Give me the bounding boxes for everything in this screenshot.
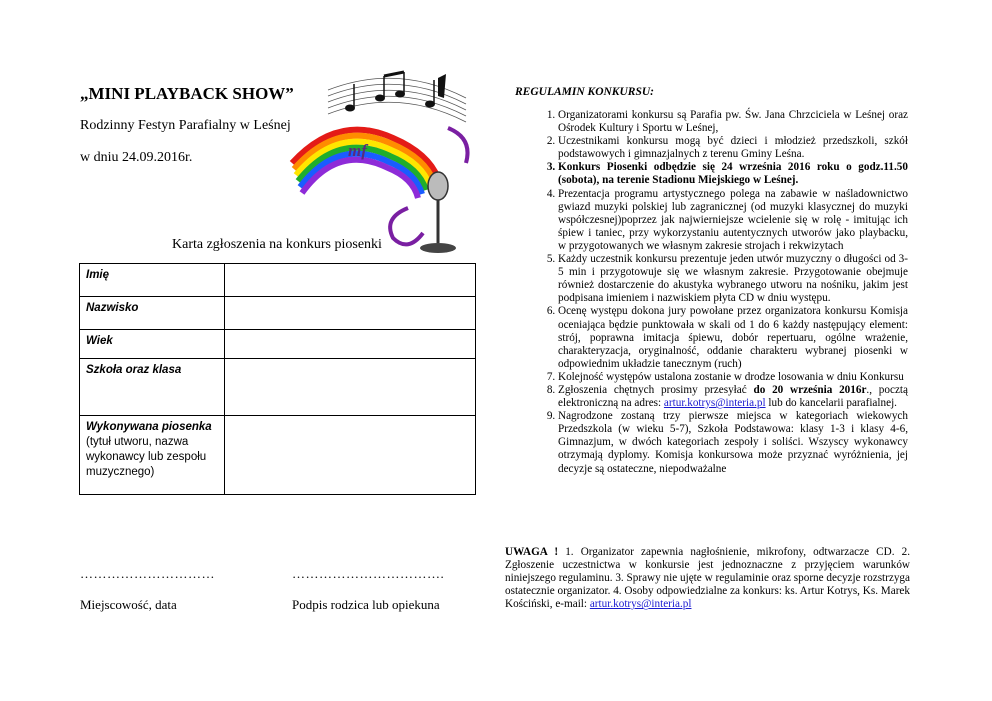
form-label-song: Wykonywana piosenka (tytuł utworu, nazwa wykonawcy lub zespołu muzycznego) (80, 416, 225, 495)
table-row (80, 330, 476, 359)
contact-email-link[interactable]: artur.kotrys@interia.pl (589, 598, 692, 611)
music-rainbow-illustration (288, 68, 478, 263)
list-item: 5. Każdy uczestnik konkursu prezentuje jeden utwór muzyczny o długości od 3-5 min i przygotowuje się we własnym zakresie. Przygotowanie obejmuje również dostarczenie do akustyka wybranego utworu na nośniku, jakim jest podpisana imieniem i nazwiskiem płyta CD w dniu występu. (558, 253, 908, 305)
table-row (80, 416, 476, 495)
form-label-age: Wiek (80, 330, 225, 359)
place-date-label: Miejscowość, data (80, 597, 177, 612)
table-row (80, 297, 476, 330)
list-item: 8. Zgłoszenia chętnych prosimy przesyłać do 20 września 2016r., pocztą elektroniczną na adres: artur.kotrys@interia.pl lub do kancelarii parafialnej. (558, 384, 908, 410)
page-title: „MINI PLAYBACK SHOW” (80, 84, 294, 103)
list-item: 3. Konkurs Piosenki odbędzie się 24 września 2016 roku o godz.11.50 (sobota), na terenie Stadionu Miejskiego w Leśnej. (558, 161, 908, 187)
list-item: 7. Kolejność występów ustalona zostanie w drodze losowania w dniu Konkursu (558, 371, 908, 384)
notice-paragraph: UWAGA ! 1. Organizator zapewnia nagłośnienie, mikrofony, odtwarzacze CD. 2. Zgłoszenie uczestnictwa w konkursie jest jednoznaczne z przyjęciem warunków niniejszego regulaminu. 3. Sprawy nie ujęte w regulaminie oraz sporne decyzje rozstrzyga ostatecznie organizator. 4. Osoby odpowiedzialne za konkurs: ks. Artur Kotrys, Ks. Marek Kościński, e-mail: artur.kotrys@interia.pl (505, 546, 910, 611)
event-date: w dniu 24.09.2016r. (80, 150, 193, 165)
regulations-list (513, 109, 908, 476)
table-row (80, 264, 476, 297)
notice-label: UWAGA ! (505, 546, 559, 558)
form-title: Karta zgłoszenia na konkurs piosenki (172, 237, 382, 252)
parent-signature-dots: ……………………………. (292, 566, 445, 581)
application-form-table (79, 263, 476, 495)
list-item: 4. Prezentacja programu artystycznego polega na zabawie w naśladownictwo gwiazd muzyki polskiej lub zagranicznej (od muzyki klasycznej do muzyki współczesnej)poprzez jak najwierniejsze wcielenie się w rolę - imitując ich śpiew i taniec, przy wykorzystaniu autentycznych utworów jako playbacku, w przygotowanych we własnym zakresie strojach i rekwizytach (558, 188, 908, 253)
list-item: 2. Uczestnikami konkursu mogą być dzieci i młodzież przedszkoli, szkół podstawowych i gimnazjalnych z terenu Gminy Leśna. (558, 135, 908, 161)
svg-text:mf: mf (348, 141, 367, 160)
school-class-field[interactable] (225, 359, 476, 416)
place-date-dots: ………………………… (80, 566, 215, 581)
regulations-heading: REGULAMIN KONKURSU: (515, 86, 654, 98)
event-subtitle: Rodzinny Festyn Parafialny w Leśnej (80, 118, 291, 133)
list-item: 9. Nagrodzone zostaną trzy pierwsze miejsca w kategoriach wiekowych Przedszkola (w wieku 5-7), Szkoła Podstawowa: klasy 1-3 i klasy 4-6, Gimnazjum, w dwóch kategoriach zespoły i soliści. Wszyscy wykonawcy otrzymają dyplomy. Komisja konkursowa może przyznać wyróżnienia, jej decyzje są ostateczne, niepodważalne (558, 410, 908, 475)
form-label-school-class: Szkoła oraz klasa (80, 359, 225, 416)
form-label-last-name: Nazwisko (80, 297, 225, 330)
table-row (80, 359, 476, 416)
form-label-first-name: Imię (80, 264, 225, 297)
list-item: 6. Ocenę występu dokona jury powołane przez organizatora konkursu Komisja oceniająca będzie punktowała w skali od 1 do 6 każdy następujący element: strój, poprawna imitacja śpiewu, dobór repertuaru, ogólne wrażenie, charakteryzacja, oryginalność, oddanie charakteru wybranej piosenki w odpowiednim układzie tanecznym (ruch) (558, 305, 908, 370)
age-field[interactable] (225, 330, 476, 359)
form-label-song-note: (tytuł utworu, nazwa wykonawcy lub zespołu muzycznego) (86, 436, 207, 478)
email-link[interactable]: artur.kotrys@interia.pl (663, 397, 766, 410)
song-field[interactable] (225, 416, 476, 495)
list-item: 1. Organizatorami konkursu są Parafia pw. Św. Jana Chrzciciela w Leśnej oraz Ośrodek Kultury i Sportu w Leśnej, (558, 109, 908, 135)
last-name-field[interactable] (225, 297, 476, 330)
first-name-field[interactable] (225, 264, 476, 297)
parent-signature-label: Podpis rodzica lub opiekuna (292, 597, 440, 612)
